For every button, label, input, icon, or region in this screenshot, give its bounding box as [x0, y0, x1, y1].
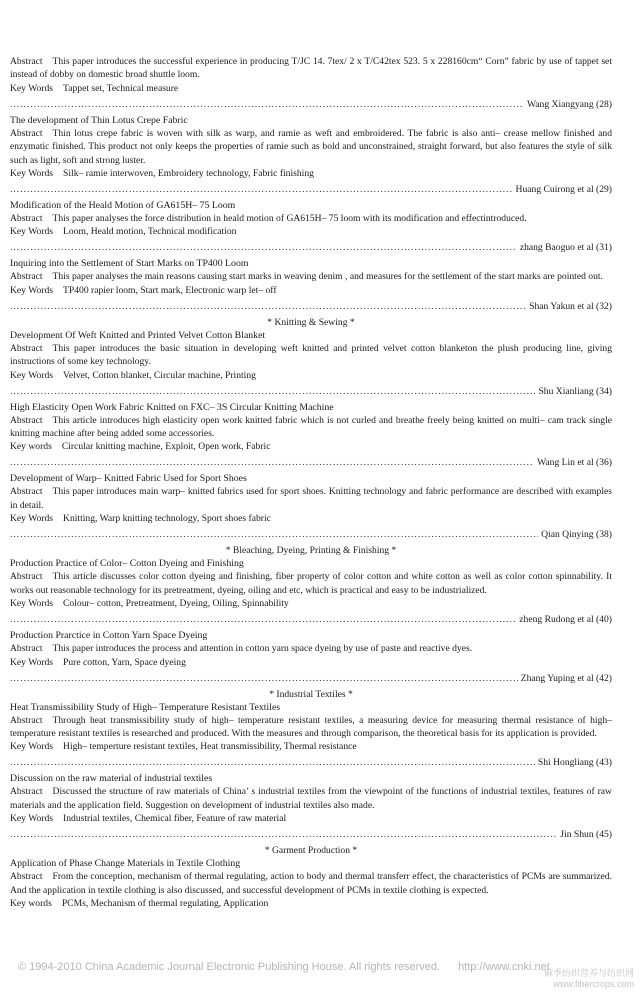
- article-title: Discussion on the raw material of industrial textiles: [10, 773, 213, 785]
- keywords-line: [10, 369, 612, 382]
- abstract-text: This paper analyses the main reasons causing start marks in weaving denim , and measures for the settlement of the start marks are pointed out.: [52, 271, 603, 283]
- keywords-line: [10, 740, 612, 753]
- section-heading-garment: * Garment Production *: [264, 845, 358, 857]
- section-heading-dyeing: * Bleaching, Dyeing, Printing & Finishing *: [225, 545, 397, 557]
- article-title: Development of Warp– Knitted Fabric Used for Sport Shoes: [10, 473, 247, 485]
- abstract-paragraph: [10, 55, 612, 82]
- keywords-line: [10, 656, 612, 669]
- keywords-text: Loom, Heald motion, Technical modification: [63, 226, 237, 238]
- author-row: [10, 98, 612, 111]
- abstract-text: This article introduces high elasticity open work knitted fabric which is not curled and breathe freely being knitted on multi– cam track single knitting machine after being added some accessories.: [10, 414, 612, 440]
- article-title: Application of Phase Change Materials in Textile Clothing: [10, 858, 241, 870]
- abstract-paragraph: [10, 342, 612, 369]
- abstract-label: Abstract: [10, 56, 43, 67]
- author-row: [10, 613, 612, 626]
- keywords-label: Key Words: [10, 656, 54, 668]
- abstract-label: Abstract: [10, 871, 43, 883]
- author: Shi Hongliang (43): [537, 757, 612, 769]
- abstract-paragraph: [10, 785, 612, 812]
- abstract-paragraph: [10, 414, 612, 441]
- dot-leader: [10, 98, 524, 111]
- abstract-label: Abstract: [10, 714, 43, 726]
- abstract-paragraph: [10, 642, 612, 655]
- abstract-label: Abstract: [10, 271, 43, 283]
- footer-url: http://www.cnki.net: [458, 961, 550, 973]
- author: zhang Baoguo et al (31): [519, 242, 612, 254]
- keywords-line: [10, 597, 612, 610]
- abstract-text: Thin lotus crepe fabric is woven with silk as warp, and ramie as weft and embroidered. The fabric is also anti– crease mellow finished and enzymatic finished. This product not only keeps the properties of ramie such as bold and unconstrained, straight forward, but also features the style of silk such as light, soft and strong luster.: [10, 127, 612, 166]
- dot-leader: [10, 385, 535, 398]
- keywords-label: Key Words: [10, 284, 54, 296]
- copyright-text: © 1994-2010 China Academic Journal Electronic Publishing House. All rights reserved.: [18, 961, 441, 973]
- keywords-label: Key Words: [10, 813, 54, 825]
- abstract-label: Abstract: [10, 414, 43, 426]
- author: Wang Xiangyang (28): [526, 98, 612, 110]
- article-title: Production Prarctice in Cotton Yarn Space Dyeing: [10, 630, 208, 642]
- keywords-text: Industrial textiles, Chemical fiber, Feature of raw material: [63, 813, 287, 825]
- article-title: Modification of the Heald Motion of GA615H– 75 Loom: [10, 200, 236, 212]
- abstract-label: Abstract: [10, 342, 43, 354]
- abstract-paragraph: [10, 212, 612, 225]
- section-heading-industrial: * Industrial Textiles *: [269, 688, 353, 700]
- dot-leader: [10, 828, 557, 841]
- keywords-line: [10, 82, 612, 95]
- author: Zhang Yuping et al (42): [520, 672, 612, 684]
- abstract-paragraph: [10, 485, 612, 512]
- keywords-label: Key Words: [10, 82, 54, 94]
- author: Huang Cuirong et al (29): [515, 184, 612, 196]
- abstract-label: Abstract: [10, 127, 43, 139]
- article-title: The development of Thin Lotus Crepe Fabric: [10, 114, 188, 126]
- abstract-text: This paper introduces the basic situation in developing weft knitted and printed velvet cotton blanketon the plush producing line, giving instructions of some key technology.: [10, 342, 612, 368]
- article-title: High Elasticity Open Work Fabric Knitted on FXC– 3S Circular Knitting Machine: [10, 401, 334, 413]
- keywords-text: TP400 rapier loom, Start mark, Electronic warp let– off: [63, 284, 277, 296]
- author-row: [10, 828, 612, 841]
- keywords-label: Key words: [10, 897, 52, 909]
- article-title: Production Practice of Color– Cotton Dyeing and Finishing: [10, 558, 244, 570]
- author-row: [10, 385, 612, 398]
- dot-leader: [10, 672, 518, 685]
- keywords-line: [10, 284, 612, 297]
- dot-leader: [10, 183, 513, 196]
- dot-leader: [10, 456, 534, 469]
- abstract-text: Discussed the structure of raw materials of China’ s industrial textiles from the viewpoint of the functions of industrial textiles, features of raw materials and the application field. Suggestion on development of industrial textiles also made.: [10, 786, 612, 811]
- keywords-line: [10, 897, 612, 910]
- keywords-text: PCMs, Mechanism of thermal regulating, Application: [61, 897, 269, 909]
- keywords-line: [10, 440, 612, 453]
- abstract-label: Abstract: [10, 786, 43, 798]
- keywords-text: Silk– ramie interwoven, Embroidery technology, Fabric finishing: [63, 168, 314, 180]
- keywords-text: Pure cotton, Yarn, Space dyeing: [63, 656, 186, 668]
- abstract-paragraph: [10, 570, 612, 597]
- keywords-text: Colour– cotton, Pretreatment, Dyeing, Oiling, Spinnability: [63, 598, 289, 610]
- keywords-text: Circular knitting machine, Exploit, Open work, Fabric: [61, 441, 271, 453]
- keywords-label: Key Words: [10, 598, 54, 610]
- abstract-label: Abstract: [10, 571, 43, 583]
- keywords-line: [10, 167, 612, 180]
- keywords-line: [10, 512, 612, 525]
- abstract-paragraph: [10, 270, 612, 283]
- dot-leader: [10, 613, 516, 626]
- abstract-text: This paper introduces main warp– knitted fabrics used for sport shoes. Knitting technology and fabric performance are described with examples in detail.: [10, 486, 612, 511]
- keywords-label: Key Words: [10, 226, 54, 238]
- dot-leader: [10, 756, 535, 769]
- abstract-text: This article discusses color cotton dyeing and finishing, fiber property of color cotton and white cotton as well as color cotton spinnability. It works out reasonable technology for its pretreatment, dyeing, oiling and etc, which is practical and easy to be industrialized.: [10, 571, 612, 596]
- abstract-text: Through heat transmissibility study of high– temperature resistant textiles, a measuring device for measuring thermal resistance of high– temperature resistant textiles is researched and produced. With the measures and through comparison, the theoretical basis for its application is provided.: [10, 714, 612, 739]
- author: Wang Lin et al (36): [537, 457, 612, 469]
- keywords-line: [10, 812, 612, 825]
- author-row: [10, 528, 612, 541]
- abstract-text: This paper introduces the successful experience in producing T/JC 14. 7tex/ 2 x T/C42tex 523. 5 x 228160cm“ Corn” fabric: [52, 56, 534, 67]
- abstract-paragraph: [10, 714, 612, 741]
- keywords-text: Velvet, Cotton blanket, Circular machine, Printing: [63, 369, 256, 381]
- watermark-line-2: www.fibercrops.com: [553, 979, 634, 989]
- dot-leader: [10, 241, 517, 254]
- author: Shu Xianliang (34): [538, 385, 612, 397]
- abstract-label: Abstract: [10, 643, 43, 655]
- site-watermark: [544, 968, 634, 990]
- abstract-text: From the conception, mechanism of thermal regulating, action to body and thermal transferr effect, the characteristics of PCMs are summarized. And the application in textile clothing is also discussed, and successful development of PCMs in textile clothing is expected.: [10, 871, 612, 896]
- abstract-label: Abstract: [10, 486, 43, 498]
- article-title: Heat Transmissibility Study of High– Temperature Resistant Textiles: [10, 701, 281, 713]
- abstract-text: This paper introduces the process and attention in cotton yarn space dyeing by use of paste and reactive dyes.: [52, 643, 473, 655]
- section-heading-knitting: * Knitting & Sewing *: [267, 316, 355, 328]
- author-row: [10, 241, 612, 254]
- dot-leader: [10, 300, 526, 313]
- article-title: Development Of Weft Knitted and Printed Velvet Cotton Blanket: [10, 329, 266, 341]
- author-row: [10, 456, 612, 469]
- keywords-label: Key Words: [10, 513, 54, 525]
- abstract-text-cont: by use of tappet set instead of dobby on domestic broad shuttle loom.: [10, 56, 612, 81]
- keywords-text: High– temperture resistant textiles, Heat transmissibility, Thermal resistance: [63, 741, 357, 753]
- watermark-line-1: 麻季纺织营养与纺织网: [543, 968, 634, 978]
- keywords-label: Key words: [10, 441, 52, 453]
- author-row: [10, 756, 612, 769]
- author-row: [10, 300, 612, 313]
- keywords-label: Key Words: [10, 741, 54, 753]
- author: Shan Yakun et al (32): [529, 300, 612, 312]
- keywords-label: Key Words: [10, 168, 54, 180]
- author-row: [10, 672, 612, 685]
- author: zheng Rudong et al (40): [519, 614, 612, 626]
- abstracts-page: [10, 55, 612, 910]
- author: Qian Qinying (38): [541, 529, 612, 541]
- abstract-label: Abstract: [10, 213, 43, 225]
- keywords-text: Tappet set, Technical measure: [63, 82, 179, 94]
- abstract-paragraph: [10, 127, 612, 167]
- author: Jin Shun (45): [560, 829, 612, 841]
- author-row: [10, 183, 612, 196]
- keywords-label: Key Words: [10, 369, 54, 381]
- abstract-paragraph: [10, 870, 612, 897]
- keywords-text: Knitting, Warp knitting technology, Sport shoes fabric: [63, 513, 271, 525]
- dot-leader: [10, 528, 538, 541]
- keywords-line: [10, 225, 612, 238]
- abstract-text: This paper analyses the force distribution in heald motion of GA615H– 75 loom with its modification and effectintroduced.: [52, 213, 527, 225]
- article-title: Inquiring into the Settlement of Start Marks on TP400 Loom: [10, 258, 249, 270]
